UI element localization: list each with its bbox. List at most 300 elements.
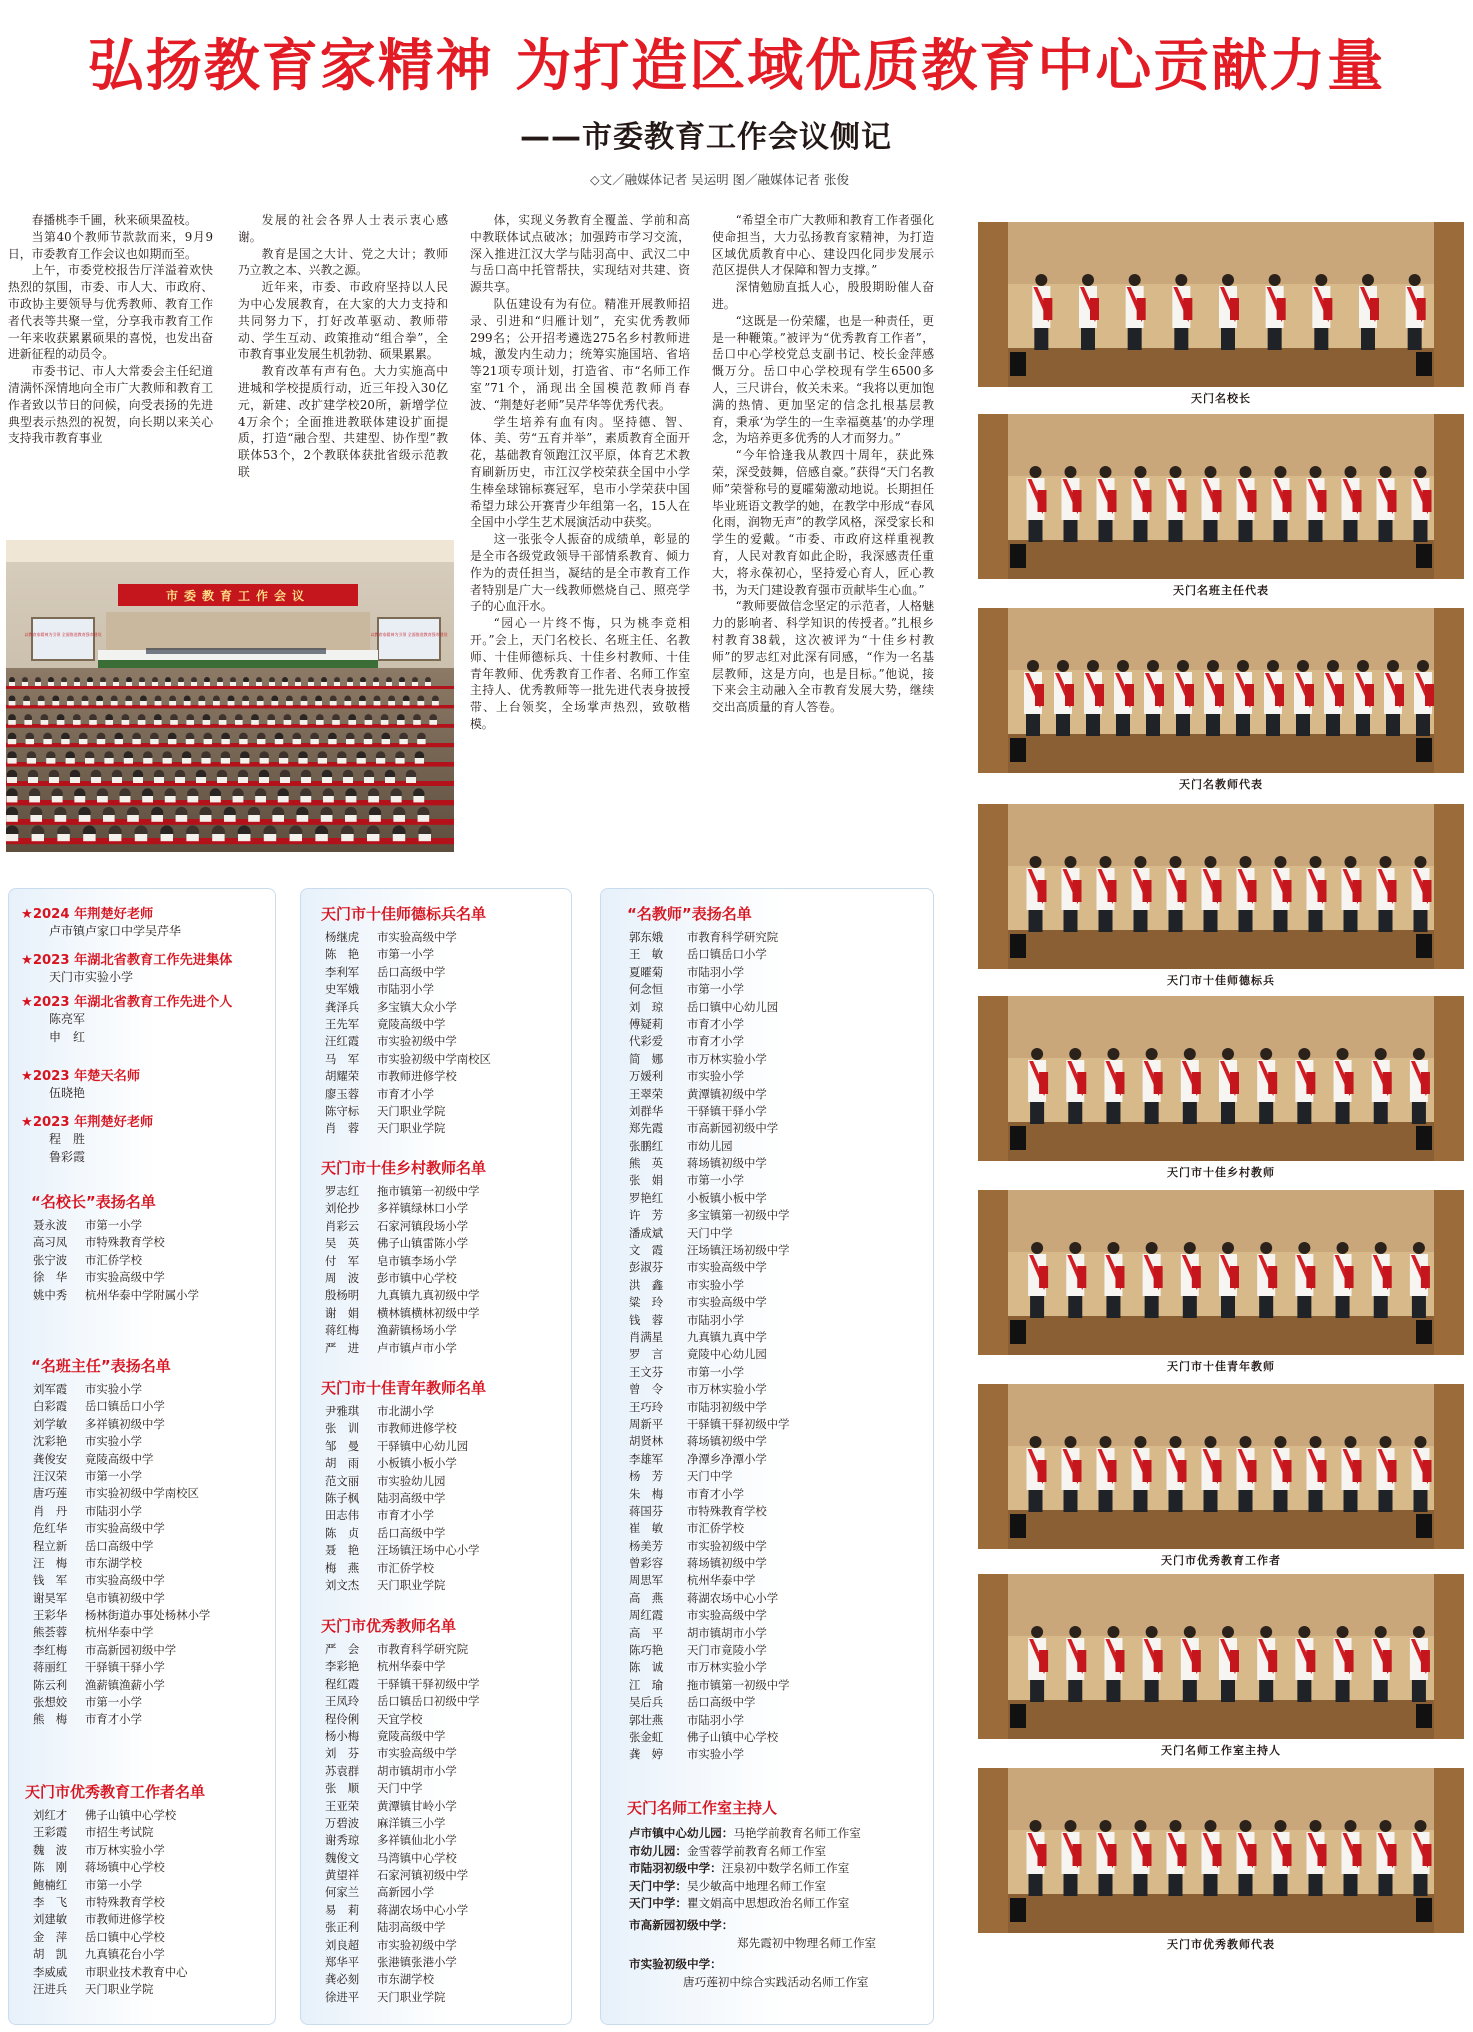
- person-unit: 黄潭镇甘岭小学: [377, 1798, 457, 1813]
- audience-shirt: [210, 796, 221, 802]
- audience-shirt: [345, 815, 357, 822]
- honoree-head: [1415, 466, 1427, 478]
- honoree-certificate: [1077, 1266, 1086, 1288]
- list-item: [629, 964, 790, 981]
- honoree-certificate: [1421, 1266, 1430, 1288]
- person-name: 殷杨明: [325, 1288, 360, 1303]
- person-unit: 市万林实验小学: [687, 1660, 767, 1675]
- person-unit: 卢市镇卢市小学: [377, 1340, 457, 1355]
- honoree-legs: [1145, 1102, 1159, 1124]
- person-unit: 多祥镇仙北小学: [377, 1833, 457, 1848]
- person-unit: 市教师进修学校: [377, 1069, 457, 1084]
- honoree-certificate: [1115, 1266, 1124, 1288]
- audience-shirt: [85, 758, 94, 764]
- honoree-head: [1184, 1048, 1196, 1060]
- person-unit: 市育才小学: [377, 1086, 434, 1101]
- honoree-certificate: [1388, 1460, 1397, 1482]
- honoree-certificate: [1248, 1844, 1257, 1866]
- person-unit: 天门职业学院: [377, 1103, 446, 1118]
- award-stage-photo: [978, 996, 1464, 1161]
- person-unit: 天门职业学院: [85, 1981, 154, 1996]
- audience-shirt: [239, 739, 247, 744]
- honoree-legs: [1344, 910, 1358, 932]
- person-name: 李红梅: [33, 1642, 68, 1657]
- article-paragraph: 这一张张令人振奋的成绩单，彰显的是全市各级党政领导干部情系教育、倾力作为的责任担当，凝结的是全市教育工作者特别是广大一线教师燃烧自己、照亮学子的心血汗水。: [470, 532, 690, 614]
- screen-left-text: 以教育家精神为引领 全面推进教育强市建设: [24, 632, 102, 637]
- audience-shirt: [155, 701, 162, 705]
- person-unit: 市汇侨学校: [377, 1560, 434, 1575]
- person-unit: 汪场镇汪场初级中学: [687, 1243, 790, 1258]
- audience-shirt: [341, 834, 353, 841]
- honoree-certificate: [1178, 880, 1187, 902]
- audience-shirt: [316, 720, 324, 725]
- list-item: [629, 1138, 790, 1155]
- honoree-legs: [1374, 1296, 1388, 1318]
- list-item: [629, 1694, 790, 1711]
- list-item: [33, 1572, 210, 1589]
- audience-shirt: [9, 701, 16, 705]
- stage-speaker: [1010, 934, 1026, 958]
- audience-shirt: [240, 758, 249, 764]
- honoree-head: [1205, 1820, 1217, 1832]
- audience-shirt: [346, 796, 357, 802]
- honoree-certificate: [1178, 490, 1187, 512]
- person-unit: 杭州华泰中学: [687, 1573, 756, 1588]
- honoree-head: [1267, 660, 1279, 672]
- audience-shirt: [282, 682, 288, 686]
- honoree-legs: [1106, 1102, 1120, 1124]
- person-unit: 陆羽高级中学: [377, 1920, 446, 1935]
- person-name: 魏 波: [33, 1842, 68, 1857]
- photo-caption: 天门市十佳乡村教师: [1167, 1166, 1275, 1179]
- person-name: 徐 华: [33, 1270, 68, 1285]
- person-unit: 净潭乡净潭小学: [687, 1451, 767, 1466]
- list-item: [325, 1218, 480, 1235]
- person-name: 何家兰: [325, 1885, 360, 1900]
- honoree-certificate: [1353, 490, 1362, 512]
- person-name: 曾 令: [629, 1382, 664, 1397]
- article-column-4: [712, 212, 934, 862]
- person-unit: 市万林实验小学: [687, 1382, 767, 1397]
- audience-shirt: [429, 720, 437, 725]
- audience-shirt: [212, 834, 224, 841]
- list-item: [629, 1729, 790, 1746]
- audience-shirt: [334, 682, 340, 686]
- honoree-head: [1100, 1820, 1112, 1832]
- award-title: ★2023 年楚天名师: [21, 1069, 141, 1084]
- audience-shirt: [318, 758, 327, 764]
- honoree-legs: [1134, 910, 1148, 932]
- audience-shirt: [7, 796, 18, 802]
- honoree-head: [1275, 1436, 1287, 1448]
- person-unit: 市实验小学: [687, 1747, 744, 1762]
- article-column-2: [238, 212, 448, 534]
- honoree-legs: [1145, 1296, 1159, 1318]
- person-unit: 九真镇九真中学: [687, 1329, 767, 1344]
- honoree-certificate: [1090, 298, 1099, 320]
- person-name: 王翠荣: [629, 1086, 664, 1101]
- person-unit: 市实验高级中学: [85, 1270, 165, 1285]
- person-unit: 市实验高级中学: [687, 1295, 767, 1310]
- honoree-head: [1375, 1626, 1387, 1638]
- honoree-head: [1345, 1820, 1357, 1832]
- list-item: [33, 1964, 188, 1981]
- honoree-head: [1035, 274, 1047, 286]
- honoree-certificate: [1345, 1266, 1354, 1288]
- person-name: 文 霞: [629, 1243, 664, 1258]
- person-name: 朱 梅: [629, 1486, 664, 1501]
- list-item: [33, 1287, 199, 1304]
- honoree-head: [1357, 660, 1369, 672]
- honoree-certificate: [1423, 1460, 1432, 1482]
- person-unit: 市陆羽小学: [687, 1712, 744, 1727]
- audience-shirt: [257, 739, 265, 744]
- person-unit: 市特殊教育学校: [687, 1503, 767, 1518]
- person-unit: 市实验幼儿园: [377, 1473, 446, 1488]
- list-item: [325, 946, 491, 963]
- person-name: 严 进: [325, 1340, 360, 1355]
- honoree-certificate: [1318, 1460, 1327, 1482]
- honoree-certificate: [1038, 490, 1047, 512]
- honoree-head: [1298, 1626, 1310, 1638]
- honoree-head: [1170, 1820, 1182, 1832]
- list-item: [325, 1745, 480, 1762]
- honoree-head: [1222, 1048, 1234, 1060]
- list-item: [325, 1989, 480, 2006]
- honoree-legs: [1086, 714, 1100, 736]
- audience-shirt: [48, 682, 54, 686]
- audience-shirt: [228, 701, 235, 705]
- article-paragraph: “希望全市广大教师和教育工作者强化使命担当，大力弘扬教育家精神，为打造区域优质教育中心、建设四化同步发展示范区提供人才保障和智力支撑。”: [712, 213, 934, 278]
- honoree-head: [1207, 660, 1219, 672]
- person-name: 高习凤: [33, 1235, 68, 1250]
- honoree-head: [1082, 274, 1094, 286]
- honoree-certificate: [1039, 1072, 1048, 1094]
- list-item: [629, 1625, 790, 1642]
- person-name: 钱 蓉: [629, 1312, 664, 1327]
- list-item: [629, 1712, 790, 1729]
- person-name: 李 飞: [33, 1894, 68, 1909]
- person-unit: 市特殊教育学校: [85, 1235, 165, 1250]
- person-name: 陈 刚: [33, 1860, 68, 1875]
- person-unit: 市第一小学: [687, 1173, 744, 1188]
- person-name: 粱 玲: [629, 1295, 664, 1310]
- person-unit: 黄潭镇初级中学: [687, 1086, 767, 1101]
- person-unit: 市实验小学: [687, 1277, 744, 1292]
- audience-shirt: [260, 758, 269, 764]
- audience-shirt: [322, 777, 332, 783]
- honoree-legs: [1206, 714, 1220, 736]
- photo-caption: 天门市优秀教师代表: [1167, 1938, 1275, 1951]
- person-unit: 岳口镇中心幼儿园: [687, 999, 779, 1014]
- audience-shirt: [142, 796, 153, 802]
- honoree-certificate: [1417, 298, 1426, 320]
- studio-school: 市实验初级中学：: [629, 1957, 722, 1972]
- list-item: [325, 1693, 480, 1710]
- audience-shirt: [66, 758, 75, 764]
- honoree-legs: [1029, 1490, 1043, 1512]
- person-name: 张正利: [325, 1920, 360, 1935]
- honoree-legs: [1414, 1490, 1428, 1512]
- honoree-certificate: [1077, 1072, 1086, 1094]
- person-name: 高 平: [629, 1625, 664, 1640]
- honoree-legs: [1239, 1874, 1253, 1896]
- person-unit: 天门职业学院: [377, 1121, 446, 1136]
- honoree-certificate: [1421, 1072, 1430, 1094]
- honoree-head: [1031, 1242, 1043, 1254]
- audience-shirt: [109, 834, 121, 841]
- list-item: [629, 1825, 876, 1843]
- person-name: 李雄军: [629, 1451, 664, 1466]
- honoree-certificate: [1035, 684, 1044, 706]
- honoree-certificate: [1143, 1844, 1152, 1866]
- person-name: 郭壮燕: [629, 1712, 664, 1727]
- person-name: 王 敏: [629, 947, 664, 962]
- person-name: 龚必刻: [325, 1972, 360, 1987]
- honoree-head: [1135, 1820, 1147, 1832]
- byline: ◇文／融媒体记者 吴运明 图／融媒体记者 张俊: [590, 172, 850, 187]
- audience-shirt: [140, 701, 147, 705]
- person-name: 田志伟: [325, 1508, 360, 1523]
- person-unit: 市高新园初级中学: [687, 1121, 779, 1136]
- person-name: 张鹏红: [629, 1138, 664, 1153]
- person-unit: 渔薪镇渔薪小学: [85, 1677, 165, 1692]
- person-name: 胡 凯: [33, 1947, 68, 1962]
- person-unit: 市实验小学: [687, 1069, 744, 1084]
- award-recipients: 伍晓艳: [49, 1086, 86, 1100]
- audience-shirt: [284, 720, 292, 725]
- audience-shirt: [112, 777, 122, 783]
- audience-shirt: [143, 758, 152, 764]
- honoree-legs: [1064, 520, 1078, 542]
- person-name: 罗 言: [629, 1347, 664, 1362]
- audience-shirt: [74, 796, 85, 802]
- studio-name: 瞿文娟高中思想政治名师工作室: [686, 1896, 850, 1911]
- audience-shirt: [122, 720, 130, 725]
- honoree-certificate: [1283, 490, 1292, 512]
- honoree-certificate: [1039, 1650, 1048, 1672]
- honoree-head: [1337, 1242, 1349, 1254]
- list-item: [33, 1234, 199, 1251]
- person-unit: 市实验高级中学: [85, 1521, 165, 1536]
- honoree-legs: [1221, 1102, 1235, 1124]
- list-heading: 天门市十佳青年教师名单: [321, 1379, 487, 1397]
- person-name: 李威威: [33, 1964, 68, 1979]
- list-item: [629, 1468, 790, 1485]
- honoree-legs: [1106, 1680, 1120, 1702]
- honoree-legs: [1169, 1490, 1183, 1512]
- person-unit: 天门职业学院: [377, 1577, 446, 1592]
- audience-shirt: [264, 834, 276, 841]
- person-name: 汪红霞: [325, 1034, 360, 1049]
- audience-shirt: [267, 720, 275, 725]
- person-unit: 市实验初级中学南校区: [85, 1486, 199, 1501]
- person-name: 崔 敏: [629, 1521, 664, 1536]
- honoree-certificate: [1215, 684, 1224, 706]
- person-name: 熊 英: [629, 1156, 664, 1171]
- list-item: [629, 1103, 790, 1120]
- honoree-certificate: [1383, 1072, 1392, 1094]
- person-unit: 蒋场镇初级中学: [687, 1156, 767, 1171]
- honoree-head: [1310, 1436, 1322, 1448]
- name-list: [325, 1183, 480, 1357]
- person-unit: 市实验初级中学南校区: [377, 1051, 491, 1066]
- honoree-head: [1031, 1626, 1043, 1638]
- list-item: [325, 964, 491, 981]
- list-item: [629, 1364, 790, 1381]
- studio-name: 汪泉初中数学名师工作室: [721, 1861, 850, 1876]
- person-name: 刘 芬: [325, 1746, 360, 1761]
- list-item: [629, 1572, 790, 1589]
- list-item: [33, 1607, 210, 1624]
- honoree-head: [1107, 1048, 1119, 1060]
- award-recipients: 陈亮军 申 红: [49, 1012, 86, 1044]
- honoree-certificate: [1335, 684, 1344, 706]
- person-unit: 九真镇九真初级中学: [377, 1288, 480, 1303]
- audience-shirt: [6, 815, 18, 822]
- audience-shirt: [52, 796, 63, 802]
- honoree-legs: [1344, 1874, 1358, 1896]
- audience-shirt: [385, 777, 395, 783]
- person-name: 夏曤菊: [629, 964, 664, 979]
- person-unit: 市实验高级中学: [85, 1573, 165, 1588]
- honoree-certificate: [1183, 298, 1192, 320]
- audience-shirt: [113, 682, 119, 686]
- honoree-legs: [1081, 328, 1095, 350]
- award-title: ★2023 年荆楚好老师: [21, 1115, 154, 1130]
- list-item: [629, 1590, 790, 1607]
- list-item: [325, 1340, 480, 1357]
- audience-shirt: [321, 682, 327, 686]
- list-item: [629, 1451, 790, 1468]
- honoree-legs: [1029, 520, 1043, 542]
- honoree-head: [1413, 1242, 1425, 1254]
- person-unit: 高新园小学: [377, 1885, 434, 1900]
- list-item: [325, 1728, 480, 1745]
- award-recipients: 天门市实验小学: [49, 970, 134, 984]
- honoree-certificate: [1108, 880, 1117, 902]
- audience-shirt: [133, 777, 143, 783]
- audience-shirt: [176, 815, 188, 822]
- honoree-legs: [1029, 910, 1043, 932]
- honoree-certificate: [1248, 1460, 1257, 1482]
- audience-shirt: [295, 682, 301, 686]
- honoree-head: [1240, 856, 1252, 868]
- person-name: 罗艳红: [629, 1190, 664, 1205]
- honoree-head: [1240, 466, 1252, 478]
- honoree-head: [1117, 660, 1129, 672]
- honoree-certificate: [1230, 298, 1239, 320]
- honoree-head: [1135, 1436, 1147, 1448]
- audience-shirt: [310, 739, 318, 744]
- person-unit: 天门职业学院: [377, 1989, 446, 2004]
- list-item: [629, 1659, 790, 1676]
- list-item: [629, 1172, 790, 1189]
- honoree-certificate: [1245, 684, 1254, 706]
- audience-shirt: [57, 720, 65, 725]
- person-unit: 市实验小学: [85, 1434, 142, 1449]
- list-item: [325, 1420, 480, 1437]
- honoree-legs: [1326, 714, 1340, 736]
- audience-shirt: [290, 834, 302, 841]
- honoree-head: [1337, 1626, 1349, 1638]
- audience-shirt: [393, 815, 405, 822]
- person-name: 万媛利: [629, 1069, 664, 1084]
- person-name: 彭淑芬: [629, 1260, 664, 1275]
- person-name: 胡贤林: [629, 1434, 664, 1449]
- honoree-certificate: [1283, 880, 1292, 902]
- audience-shirt: [233, 796, 244, 802]
- list-item: [33, 1911, 188, 1928]
- honoree-legs: [1379, 1490, 1393, 1512]
- honoree-legs: [1344, 520, 1358, 542]
- audience-shirt: [89, 720, 97, 725]
- list-item: [325, 1577, 480, 1594]
- list-item: [33, 1677, 210, 1694]
- honoree-head: [1237, 660, 1249, 672]
- honoree-head: [1065, 466, 1077, 478]
- person-unit: 佛子山镇中心学校: [687, 1729, 779, 1744]
- person-name: 蒋国芬: [629, 1503, 664, 1518]
- honoree-head: [1380, 466, 1392, 478]
- honoree-certificate: [1383, 1266, 1392, 1288]
- honoree-legs: [1297, 1296, 1311, 1318]
- audience-shirt: [7, 777, 17, 783]
- award-recipients: 程 胜 鲁彩霞: [49, 1132, 86, 1164]
- subheadline: ——市委教育工作会议侧记: [520, 120, 892, 155]
- honoree-head: [1107, 1626, 1119, 1638]
- person-unit: 麻洋镇三小学: [377, 1815, 446, 1830]
- audience-shirt: [298, 758, 307, 764]
- person-unit: 胡市镇胡市小学: [687, 1625, 767, 1640]
- person-unit: 干驿镇干驿初级中学: [687, 1416, 790, 1431]
- honoree-head: [1030, 1436, 1042, 1448]
- audience-shirt: [115, 739, 123, 744]
- audience-shirt: [6, 834, 18, 841]
- honoree-head: [1175, 274, 1187, 286]
- list-heading: “名教师”表扬名单: [627, 905, 752, 923]
- person-unit: 市教师进修学校: [85, 1912, 165, 1927]
- person-name: 熊荟蓉: [33, 1625, 68, 1640]
- person-unit: 市育才小学: [687, 1034, 744, 1049]
- audience-shirt: [413, 796, 424, 802]
- list-item: [629, 1895, 876, 1913]
- audience-shirt: [49, 777, 59, 783]
- honoree-head: [1413, 1048, 1425, 1060]
- person-unit: 市实验小学: [85, 1382, 142, 1396]
- audience-shirt: [315, 701, 322, 705]
- person-unit: 多祥镇绿林口小学: [377, 1201, 469, 1216]
- audience-shirt: [61, 739, 69, 744]
- audience-shirt: [300, 796, 311, 802]
- list-item: [629, 1860, 876, 1878]
- person-name: 何念恒: [629, 982, 664, 997]
- list-item: [325, 981, 491, 998]
- headline: 弘扬教育家精神 为打造区域优质教育中心贡献力量: [87, 34, 1386, 99]
- article-paragraph: 队伍建设有为有位。精准开展教师招录、引进和“归雁计划”，充实优秀教师299名；公开招考遴选275名乡村教师进城，激发内生动力；统筹实施国培、省培等21项专项计划，打造省、市“名师工作室”71个，涌现出全国模范教师肖春波、“荆楚好老师”吴芹华等优秀代表。: [470, 296, 690, 412]
- honoree-certificate: [1213, 490, 1222, 512]
- audience-shirt: [425, 682, 431, 686]
- audience-shirt: [360, 682, 366, 686]
- honoree-certificate: [1143, 880, 1152, 902]
- honoree-legs: [1361, 328, 1375, 350]
- list-item: [629, 1120, 790, 1137]
- person-name: 金 萍: [33, 1929, 68, 1944]
- honoree-head: [1205, 1436, 1217, 1448]
- person-unit: 市陆羽小学: [377, 982, 434, 997]
- person-name: 周新平: [629, 1416, 664, 1431]
- person-unit: 皂市镇初级中学: [85, 1590, 165, 1605]
